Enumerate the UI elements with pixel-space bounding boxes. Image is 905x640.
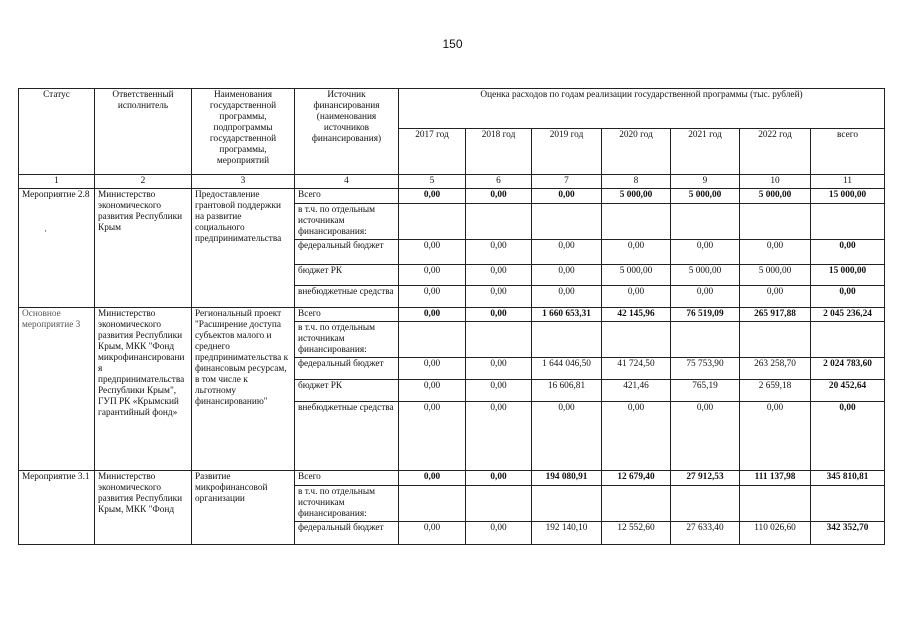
column-number: 11: [811, 175, 885, 189]
row-value: [532, 486, 602, 522]
row-value: 0,00: [532, 265, 602, 286]
row-value: 0,00: [399, 358, 466, 380]
row-value: 0,00: [399, 308, 466, 322]
row-value: 2 024 783,60: [811, 358, 885, 380]
column-number: 3: [192, 175, 295, 189]
header-program: Наименования государственной программы, подпрограммы государственной программы, мероприятий: [192, 89, 295, 175]
header-status: Статус: [19, 89, 95, 175]
row-value: [399, 204, 466, 240]
header-total: всего: [811, 129, 885, 175]
row-source: в т.ч. по отдельным источникам финансирования:: [295, 486, 399, 522]
row-value: 0,00: [466, 308, 532, 322]
row-value: 0,00: [466, 380, 532, 402]
column-number: 9: [671, 175, 740, 189]
row-value: 265 917,88: [740, 308, 811, 322]
row-value: 263 258,70: [740, 358, 811, 380]
row-source: Всего: [295, 471, 399, 486]
header-row: [19, 89, 885, 129]
row-status: Основное мероприятие 3: [19, 308, 95, 471]
table-row: [19, 471, 885, 486]
row-value: 76 519,09: [671, 308, 740, 322]
row-source: в т.ч. по отдельным источникам финансирования:: [295, 204, 399, 240]
row-value: 0,00: [399, 189, 466, 204]
table-row: [19, 308, 885, 322]
row-value: 1 660 653,31: [532, 308, 602, 322]
row-value: 5 000,00: [671, 265, 740, 286]
row-value: 0,00: [811, 240, 885, 265]
row-value: [532, 204, 602, 240]
row-value: 421,46: [602, 380, 671, 402]
stray-mark: ·: [44, 227, 48, 237]
row-value: 12 552,60: [602, 522, 671, 545]
table-row: [19, 189, 885, 204]
row-source: Всего: [295, 308, 399, 322]
row-value: 0,00: [532, 402, 602, 471]
row-program-name: Региональный проект "Расширение доступа субъектов малого и среднего предпринимательства к финансовым ресурсам, в том числе к льготному финансированию": [192, 308, 295, 471]
row-value: 0,00: [671, 240, 740, 265]
column-number: 6: [466, 175, 532, 189]
row-value: 194 080,91: [532, 471, 602, 486]
row-value: 0,00: [740, 286, 811, 308]
row-source: бюджет РК: [295, 380, 399, 402]
row-executor: Министерство экономического развития Республики Крым, МКК "Фонд микрофинансирования предпринимательства Республики Крым", ГУП РК «Крымский гарантийный фонд»: [95, 308, 192, 471]
row-value: 42 145,96: [602, 308, 671, 322]
row-value: 0,00: [811, 286, 885, 308]
header-source: Источник финансирования (наименования источников финансирования): [295, 89, 399, 175]
row-value: [671, 486, 740, 522]
row-value: 765,19: [671, 380, 740, 402]
row-value: [466, 204, 532, 240]
row-value: 0,00: [602, 286, 671, 308]
row-value: 0,00: [466, 240, 532, 265]
row-value: 0,00: [466, 286, 532, 308]
row-value: 0,00: [466, 189, 532, 204]
row-value: 0,00: [740, 240, 811, 265]
row-value: 2 659,18: [740, 380, 811, 402]
column-number: 5: [399, 175, 466, 189]
column-number: 2: [95, 175, 192, 189]
row-value: 5 000,00: [602, 265, 671, 286]
row-value: [602, 322, 671, 358]
row-value: 111 137,98: [740, 471, 811, 486]
row-source: Всего: [295, 189, 399, 204]
row-value: 15 000,00: [811, 189, 885, 204]
budget-table: [18, 88, 885, 545]
header-year: 2020 год: [602, 129, 671, 175]
row-value: 27 912,53: [671, 471, 740, 486]
row-value: [602, 204, 671, 240]
row-value: 0,00: [399, 286, 466, 308]
column-number: 7: [532, 175, 602, 189]
row-value: 5 000,00: [740, 265, 811, 286]
row-value: 192 140,10: [532, 522, 602, 545]
row-value: 20 452,64: [811, 380, 885, 402]
column-number: 8: [602, 175, 671, 189]
header-year: 2018 год: [466, 129, 532, 175]
row-value: 0,00: [399, 380, 466, 402]
row-program-name: Развитие микрофинансовой организации: [192, 471, 295, 545]
row-value: [740, 204, 811, 240]
row-value: 342 352,70: [811, 522, 885, 545]
row-value: 0,00: [671, 286, 740, 308]
header-year: 2022 год: [740, 129, 811, 175]
header-year: 2019 год: [532, 129, 602, 175]
row-source: внебюджетные средства: [295, 286, 399, 308]
row-value: [811, 322, 885, 358]
row-value: [740, 322, 811, 358]
row-value: 5 000,00: [740, 189, 811, 204]
row-value: 16 606,81: [532, 380, 602, 402]
row-source: федеральный бюджет: [295, 522, 399, 545]
row-value: 0,00: [671, 402, 740, 471]
row-value: 0,00: [466, 402, 532, 471]
header-estimate: Оценка расходов по годам реализации государственной программы (тыс. рублей): [399, 89, 885, 129]
row-value: [740, 486, 811, 522]
row-value: 0,00: [602, 240, 671, 265]
row-value: 1 644 046,50: [532, 358, 602, 380]
row-value: 12 679,40: [602, 471, 671, 486]
row-value: [466, 322, 532, 358]
row-value: [466, 486, 532, 522]
row-value: 0,00: [532, 240, 602, 265]
row-value: [399, 486, 466, 522]
row-value: 5 000,00: [671, 189, 740, 204]
row-value: 0,00: [466, 358, 532, 380]
header-year: 2017 год: [399, 129, 466, 175]
page-number: 150: [442, 37, 463, 51]
column-number: 4: [295, 175, 399, 189]
row-status: Мероприятие 2.8 ·: [19, 189, 95, 308]
row-value: 0,00: [532, 189, 602, 204]
row-value: 0,00: [399, 402, 466, 471]
header-executor: Ответственный исполнитель: [95, 89, 192, 175]
row-value: 41 724,50: [602, 358, 671, 380]
row-value: 75 753,90: [671, 358, 740, 380]
row-program-name: Предоставление грантовой поддержки на развитие социального предпринимательства: [192, 189, 295, 308]
column-number: 10: [740, 175, 811, 189]
column-number: 1: [19, 175, 95, 189]
row-value: 345 810,81: [811, 471, 885, 486]
row-value: 0,00: [811, 402, 885, 471]
row-value: 2 045 236,24: [811, 308, 885, 322]
row-value: 0,00: [399, 522, 466, 545]
row-value: 0,00: [466, 522, 532, 545]
row-value: [602, 486, 671, 522]
row-executor: Министерство экономического развития Республики Крым: [95, 189, 192, 308]
row-value: 5 000,00: [602, 189, 671, 204]
row-value: [532, 322, 602, 358]
row-source: в т.ч. по отдельным источникам финансирования:: [295, 322, 399, 358]
row-value: [811, 204, 885, 240]
row-source: федеральный бюджет: [295, 240, 399, 265]
row-value: 0,00: [740, 402, 811, 471]
row-value: 15 000,00: [811, 265, 885, 286]
row-source: внебюджетные средства: [295, 402, 399, 471]
row-source: бюджет РК: [295, 265, 399, 286]
row-value: 0,00: [466, 471, 532, 486]
row-value: [399, 322, 466, 358]
row-value: 27 633,40: [671, 522, 740, 545]
row-status: Мероприятие 3.1: [19, 471, 95, 545]
row-source: федеральный бюджет: [295, 358, 399, 380]
header-year: 2021 год: [671, 129, 740, 175]
row-value: 110 026,60: [740, 522, 811, 545]
row-value: 0,00: [399, 240, 466, 265]
row-value: [811, 486, 885, 522]
row-value: 0,00: [399, 471, 466, 486]
row-value: 0,00: [602, 402, 671, 471]
row-value: 0,00: [532, 286, 602, 308]
column-number-row: [19, 175, 885, 189]
row-value: [671, 322, 740, 358]
row-value: 0,00: [399, 265, 466, 286]
row-value: [671, 204, 740, 240]
row-value: 0,00: [466, 265, 532, 286]
row-executor: Министерство экономического развития Республики Крым, МКК "Фонд: [95, 471, 192, 545]
